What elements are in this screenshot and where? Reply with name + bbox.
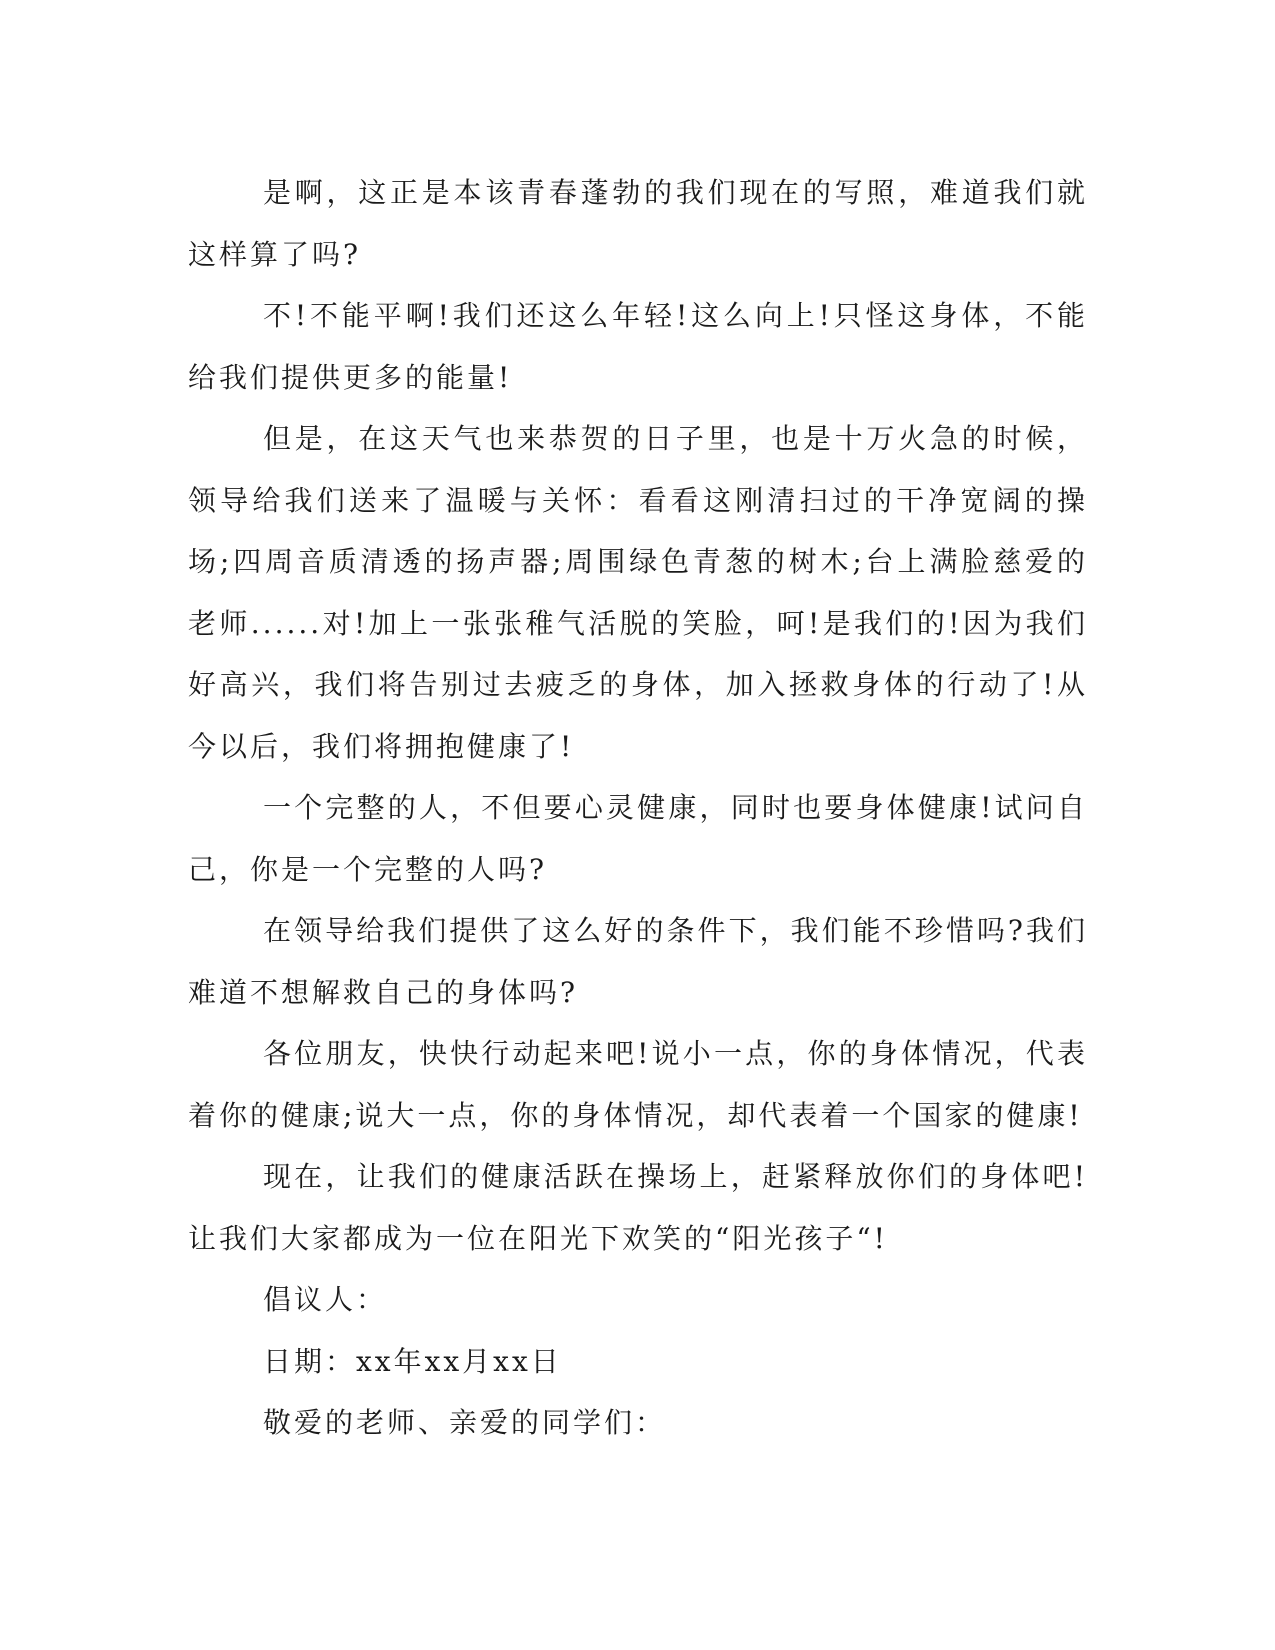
paragraph: 不!不能平啊!我们还这么年轻!这么向上!只怪这身体，不能给我们提供更多的能量! — [188, 299, 1088, 394]
paragraph: 各位朋友，快快行动起来吧!说小一点，你的身体情况，代表着你的健康;说大一点，你的身体情况，却代表着一个国家的健康! — [188, 1037, 1088, 1132]
date-line: 日期：xx年xx月xx日 — [263, 1344, 562, 1378]
initiator-line: 倡议人： — [263, 1283, 388, 1316]
paragraph: 一个完整的人，不但要心灵健康，同时也要身体健康!试问自己，你是一个完整的人吗? — [188, 791, 1088, 886]
document-body — [188, 162, 1088, 1454]
paragraph: 现在，让我们的健康活跃在操场上，赶紧释放你们的身体吧!让我们大家都成为一位在阳光下欢笑的“阳光孩子“! — [188, 1160, 1088, 1255]
salutation-line: 敬爱的老师、亲爱的同学们： — [263, 1406, 667, 1439]
paragraph: 是啊，这正是本该青春蓬勃的我们现在的写照，难道我们就这样算了吗? — [188, 176, 1088, 271]
paragraph: 在领导给我们提供了这么好的条件下，我们能不珍惜吗?我们难道不想解救自己的身体吗? — [188, 914, 1088, 1009]
paragraph: 但是，在这天气也来恭贺的日子里，也是十万火急的时候，领导给我们送来了温暖与关怀：看看这刚清扫过的干净宽阔的操场;四周音质清透的扬声器;周围绿色青葱的树木;台上满脸慈爱的老师......对!加上一张张稚气活脱的笑脸，呵!是我们的!因为我们好高兴，我们将告别过去疲乏的身体，加入拯救身体的行动了!从今以后，我们将拥抱健康了! — [188, 422, 1088, 763]
